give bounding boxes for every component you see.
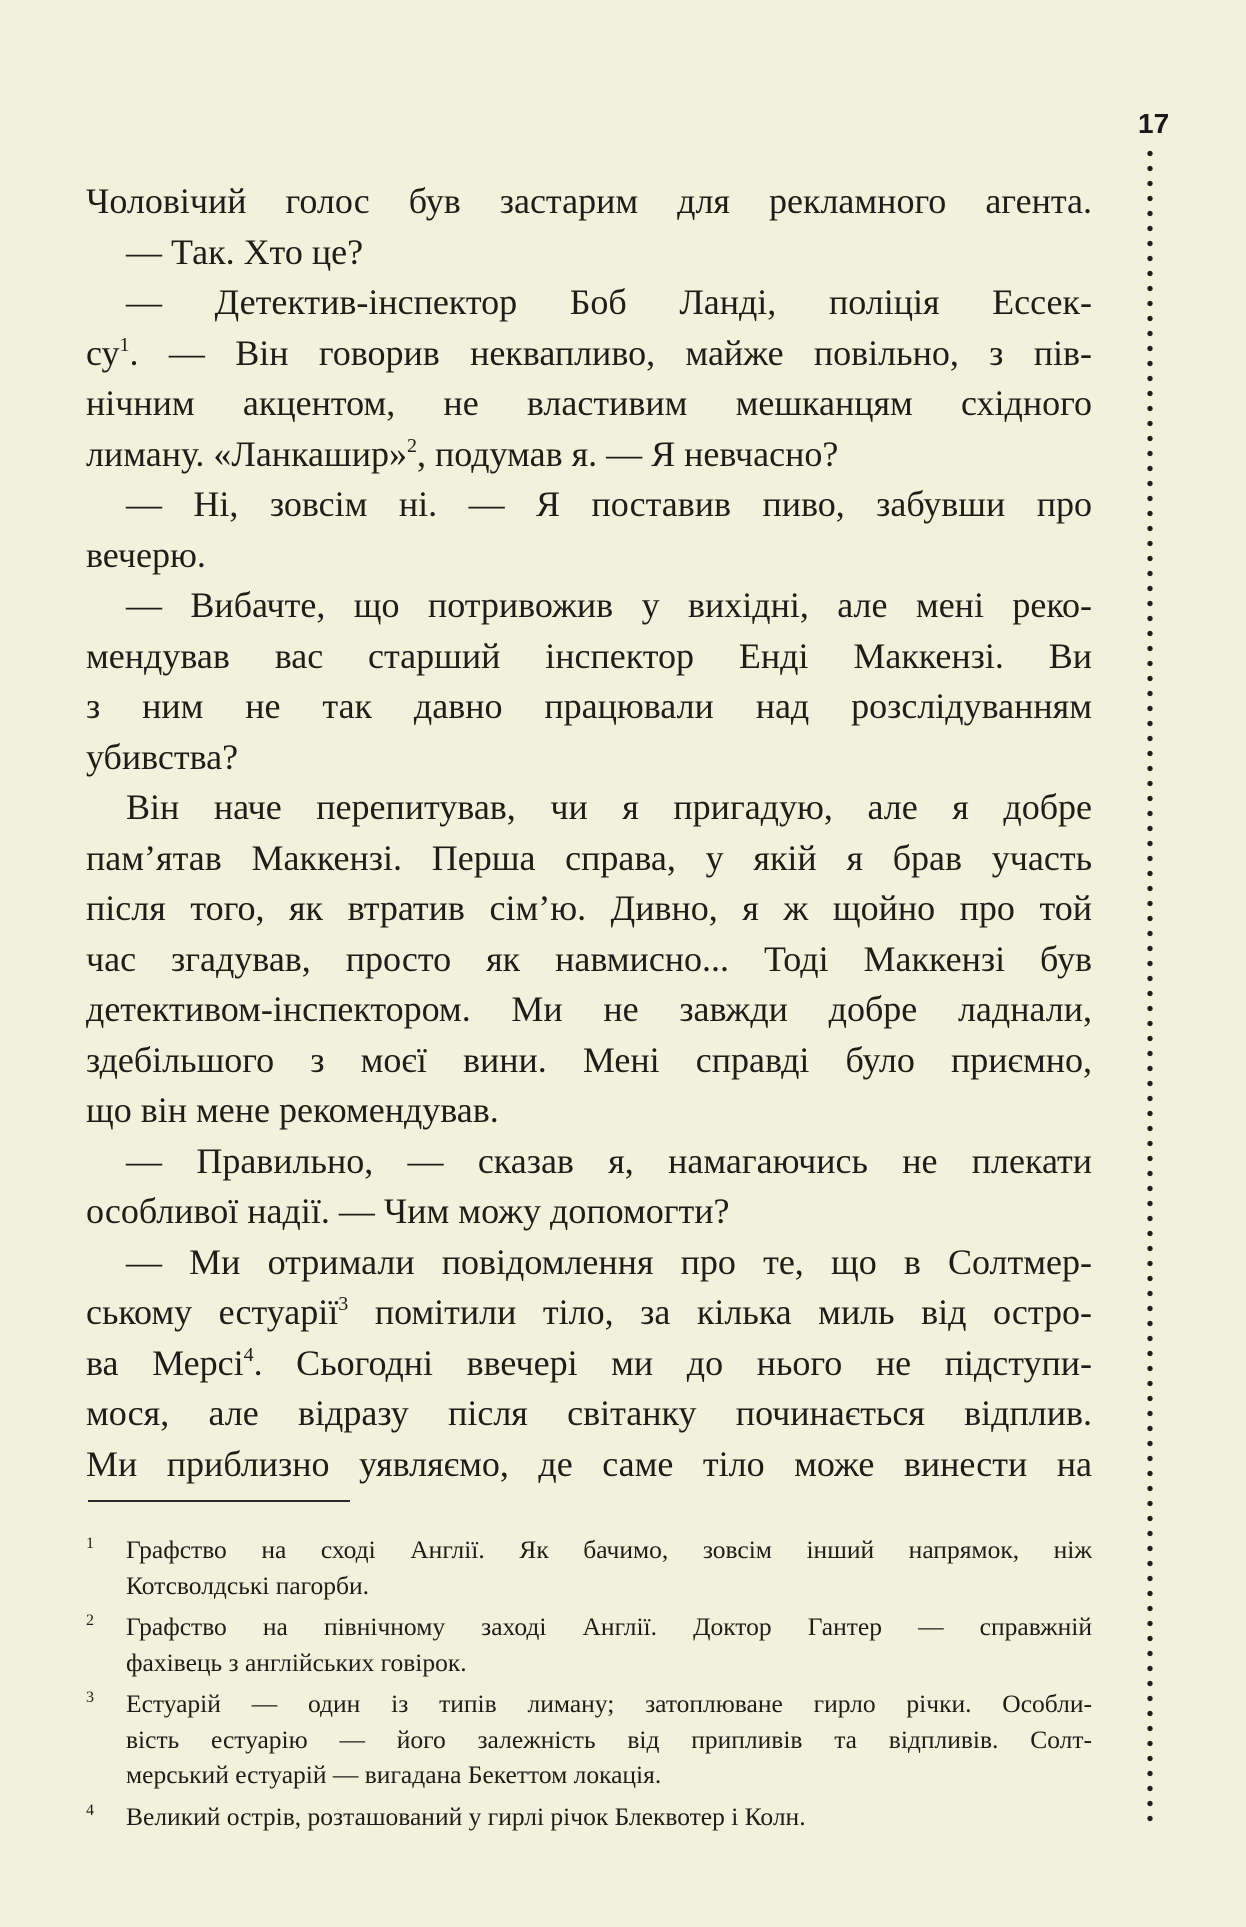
footnote-ref: 2 <box>406 434 417 457</box>
paragraph <box>86 277 1092 479</box>
text-line <box>86 429 1092 480</box>
line-text: здебільшого з моєї вини. Мені справді було приємно, <box>86 1039 1092 1080</box>
line-text: ва Мерсі <box>86 1342 244 1383</box>
line-text: — Детектив-інспектор Боб Ланді, поліція Ессек- <box>126 282 1092 322</box>
text-line <box>86 782 1092 833</box>
line-text: ському естуарії <box>86 1292 339 1332</box>
text-line <box>86 631 1092 682</box>
line-text-continued: , подумав я. — Я невчасно? <box>416 433 839 474</box>
body-text <box>86 176 1092 1489</box>
text-line <box>86 732 1092 783</box>
footnote <box>86 1609 1092 1680</box>
line-text-continued: . Сьогодні ввечері ми до нього не підступи- <box>253 1342 1092 1383</box>
paragraph <box>86 782 1092 1136</box>
dotted-margin-rule <box>1146 146 1154 1826</box>
line-text-continued: . — Він говорив неквапливо, майже повільно, з пів- <box>129 332 1092 373</box>
footnote <box>86 1799 1092 1835</box>
text-line <box>86 176 1092 227</box>
page-number: 17 <box>1138 108 1170 139</box>
text-line <box>86 1338 1092 1389</box>
footnote-number: 4 <box>86 1801 94 1819</box>
text-line <box>86 479 1092 530</box>
line-text: нічним акцентом, не властивим мешканцям східного <box>86 383 1092 423</box>
footnote <box>86 1532 1092 1603</box>
footnote-ref: 4 <box>243 1343 254 1366</box>
text-line <box>86 1085 1092 1136</box>
text-line <box>86 1388 1092 1439</box>
footnote-number: 1 <box>86 1535 94 1552</box>
paragraph <box>86 479 1092 580</box>
paragraph <box>86 176 1092 227</box>
footnotes <box>86 1532 1092 1840</box>
line-text: пам’ятав Маккензі. Перша справа, у якій я брав участь <box>86 837 1092 878</box>
line-text: мося, але відразу після світанку починається відплив. <box>86 1393 1092 1433</box>
text-line <box>86 1136 1092 1187</box>
line-text: Чоловічий голос був застарим для рекламного агента. <box>86 181 1092 221</box>
line-text: — Ні, зовсім ні. — Я поставив пиво, забувши про <box>126 484 1092 524</box>
footnote-line: Естуарій — один із типів лиману; затоплюване гирло річки. Особли- <box>126 1689 1092 1718</box>
footnote-line: вість естуарію — його залежність від припливів та відпливів. Солт- <box>126 1724 1092 1754</box>
footnote-line: фахівець з англійських говірок. <box>126 1647 467 1677</box>
text-line <box>86 580 1092 631</box>
line-text: убивства? <box>86 736 239 777</box>
line-text: Ми приблизно уявляємо, де саме тіло може винести на <box>86 1443 1092 1484</box>
footnote-number: 2 <box>86 1612 94 1629</box>
line-text: вечерю. <box>86 534 206 575</box>
line-text: з ним не так давно працювали над розслідуванням <box>86 686 1092 726</box>
text-line <box>86 277 1092 328</box>
paragraph <box>86 580 1092 782</box>
text-line <box>86 378 1092 429</box>
line-text: лиману. «Ланкашир» <box>86 433 407 474</box>
text-line <box>86 1439 1092 1490</box>
line-text: Він наче перепитував, чи я пригадую, але я добре <box>126 787 1092 827</box>
line-text: — Так. Хто це? <box>126 231 364 272</box>
line-text: час згадував, просто як навмисно... Тоді Маккензі був <box>86 938 1092 979</box>
line-text: су <box>86 332 120 373</box>
line-text: особливої надії. — Чим можу допомогти? <box>86 1191 730 1231</box>
footnote-number: 3 <box>86 1689 94 1706</box>
line-text: — Правильно, — сказав я, намагаючись не плекати <box>126 1140 1092 1181</box>
footnote-ref: 1 <box>119 333 130 356</box>
text-line <box>86 883 1092 934</box>
footnote-line: Графство на північному заході Англії. Доктор Гантер — справжній <box>126 1612 1092 1641</box>
line-text: після того, як втратив сім’ю. Дивно, я ж щойно про той <box>86 888 1092 928</box>
text-line <box>86 681 1092 732</box>
line-text: — Вибачте, що потривожив у вихідні, але мені реко- <box>126 585 1092 625</box>
text-line <box>86 1186 1092 1237</box>
footnote <box>86 1686 1092 1793</box>
text-line <box>86 328 1092 379</box>
line-text: мендував вас старший інспектор Енді Маккензі. Ви <box>86 635 1092 676</box>
footnote-line: Котсволдські пагорби. <box>126 1570 369 1600</box>
text-line <box>86 1035 1092 1086</box>
footnote-line: Графство на сході Англії. Як бачимо, зовсім інший напрямок, ніж <box>126 1535 1092 1564</box>
footnote-separator <box>88 1500 350 1502</box>
line-text: — Ми отримали повідомлення про те, що в Солтмер- <box>126 1241 1092 1282</box>
line-text: що він мене рекомендував. <box>86 1090 499 1130</box>
paragraph <box>86 1237 1092 1490</box>
text-line <box>86 530 1092 581</box>
paragraph <box>86 227 1092 278</box>
text-line <box>86 1287 1092 1338</box>
text-line <box>86 934 1092 985</box>
line-text: детективом-інспектором. Ми не завжди добре ладнали, <box>86 989 1092 1029</box>
paragraph <box>86 1136 1092 1237</box>
text-line <box>86 227 1092 278</box>
footnote-line: Великий острів, розташований у гирлі річок Блеквотер і Колн. <box>126 1801 806 1831</box>
footnote-line: мерський естуарій — вигадана Бекеттом локація. <box>126 1760 662 1789</box>
text-line <box>86 833 1092 884</box>
footnote-ref: 3 <box>338 1293 349 1315</box>
text-line <box>86 984 1092 1035</box>
line-text-continued: помітили тіло, за кілька миль від остро- <box>348 1292 1092 1332</box>
text-line <box>86 1237 1092 1288</box>
